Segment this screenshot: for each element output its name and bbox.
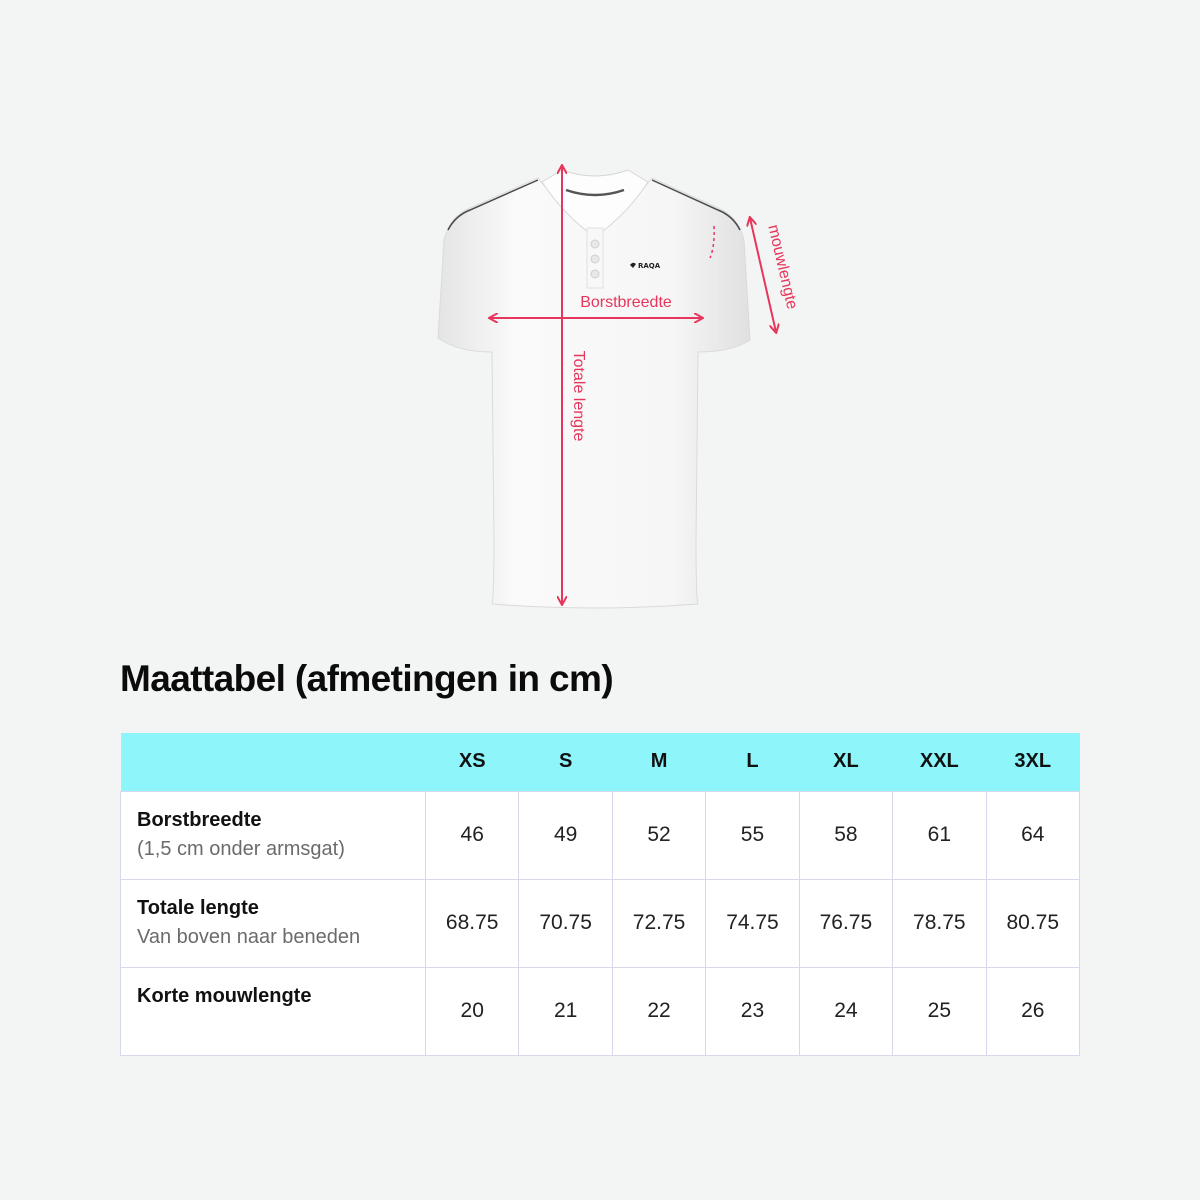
polo-shirt-illustration — [330, 120, 870, 660]
table-cell: 24 — [799, 967, 892, 1055]
table-cell: 78.75 — [893, 879, 986, 967]
table-cell: 23 — [706, 967, 799, 1055]
polo-measurement-diagram — [330, 120, 870, 660]
table-cell: 21 — [519, 967, 612, 1055]
table-cell: 68.75 — [426, 879, 519, 967]
sleeve-length-label: mouwlengte — [764, 223, 801, 311]
table-cell: 58 — [799, 791, 892, 879]
table-cell: 64 — [986, 791, 1079, 879]
brand-logo-text: RAQA — [638, 262, 661, 270]
table-cell: 74.75 — [706, 879, 799, 967]
row-subtitle: Van boven naar beneden — [137, 925, 361, 948]
row-subtitle: (1,5 cm onder armsgat) — [137, 837, 345, 860]
table-row — [121, 791, 1080, 879]
table-cell: 25 — [893, 967, 986, 1055]
row-title: Borstbreedte — [137, 808, 262, 831]
table-cell: 26 — [986, 967, 1079, 1055]
header-size-xs: XS — [458, 750, 486, 773]
row-label-cell — [121, 967, 426, 1055]
table-cell: 70.75 — [519, 879, 612, 967]
table-cell: 20 — [426, 967, 519, 1055]
table-cell: 61 — [893, 791, 986, 879]
table-cell: 49 — [519, 791, 612, 879]
row-title: Korte mouwlengte — [137, 984, 312, 1007]
table-row — [121, 879, 1080, 967]
row-title: Totale lengte — [137, 896, 259, 919]
page-title: Maattabel (afmetingen in cm) — [120, 658, 614, 699]
row-label-cell — [121, 791, 426, 879]
table-cell: 80.75 — [986, 879, 1079, 967]
table-cell: 55 — [706, 791, 799, 879]
header-size-m: M — [650, 750, 668, 773]
header-size-xl: XL — [833, 750, 859, 773]
table-cell: 76.75 — [799, 879, 892, 967]
size-chart-table — [120, 733, 1080, 1056]
header-empty — [121, 733, 426, 791]
chest-width-label: Borstbreedte — [580, 294, 672, 311]
header-size-3xl: 3XL — [1014, 750, 1052, 773]
table-cell: 46 — [426, 791, 519, 879]
table-header-row — [121, 733, 1080, 791]
total-length-label: Totale lengte — [570, 350, 587, 442]
table-cell: 22 — [612, 967, 705, 1055]
header-size-s: S — [558, 750, 573, 773]
table-row — [121, 967, 1080, 1055]
table-cell: 52 — [612, 791, 705, 879]
header-size-l: L — [746, 750, 759, 773]
row-label-cell — [121, 879, 426, 967]
table-cell: 72.75 — [612, 879, 705, 967]
header-size-xxl: XXL — [919, 750, 959, 773]
